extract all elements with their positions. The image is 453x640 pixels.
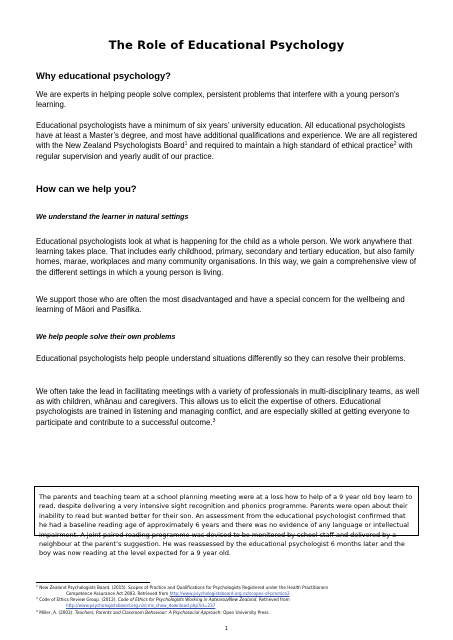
case-example-box: The parents and teaching team at a school planning meeting were at a loss how to help of a 9 year old boy learn to read, despite delivering a very intensive sight recognition and phonics programme. Parents were open about their inability to read but wanted better for their son. An assessment from the educational psychologist confirmed that he had a baseline reading age of approximately 6 years and there was no evidence of any language or intellectual impairment. A joint paired reading programme was devised to be monitored by school staff and delivered by a neighbour at the parent’s suggestion. He was reassessed by the educational psychologist 6 months later and the boy was now reading at the level expected for a 9 year old. <box>34 486 419 536</box>
footnote-ref-2[interactable]: 2 <box>393 141 397 148</box>
heading-how: How can we help you? <box>36 183 137 194</box>
footnote-ref-3[interactable]: 3 <box>212 417 216 424</box>
page-number: 1 <box>224 626 229 632</box>
paragraph-facilitating: We often take the lead in facilitating meetings with a variety of professionals in multi-disciplinary teams, as well as with children, whānau and caregivers. This allows us to elicit the expertise of others. Educational psychologists are trained in listening and managing conflict, and are especially skilled at getting everyone to participate and contribute to a successful outcome.$^3$ <box>36 387 420 427</box>
footnote-1: $^1$ New Zealand Psychologists Board. (2015). Scopes of Practice and Qualifications for Psychologists Registered under the Health Practitioners Competence Assurance Act 2003. Retrieved from http://www.psychologistsboard.org.nz/scopes-of-practice2 <box>36 584 329 597</box>
footnote-3: $^3$ Miller, A. (2003). Teachers, Parents and Classroom Behaviour: A Psychosocial Approach: Open University Press. <box>36 609 270 615</box>
paragraph-understand: Educational psychologists help people understand situations differently so they can resolve their problems. <box>36 354 406 363</box>
footnote-2-link[interactable]: http://www.psychologistsboard.org.nz/cms_show_download.php?id=237 <box>66 603 216 609</box>
paragraph-support: We support those who are often the most disadvantaged and have a special concern for the wellbeing and learning of Māori and Pasifika. <box>36 295 405 315</box>
paragraph-intro: We are experts in helping people solve complex, persistent problems that interfere with a young person’s learning. <box>36 90 400 110</box>
paragraph-whole-person: Educational psychologists look at what is happening for the child as a whole person. We work anywhere that learning takes place. That includes early childhood, primary, secondary and tertiary education, but also family homes, marae, workplaces and many community organisations. In this way, we gain a comprehensive view of the different settings in which a young person is living. <box>36 237 417 277</box>
footnote-1-link[interactable]: http://www.psychologistsboard.org.nz/scopes-of-practice2 <box>169 591 290 597</box>
subheading-natural-settings: We understand the learner in natural settings <box>36 213 189 221</box>
footnote-ref-1[interactable]: 1 <box>184 141 188 148</box>
page-title: The Role of Educational Psychology <box>108 38 345 52</box>
footnote-divider <box>36 582 150 583</box>
paragraph-qualifications: Educational psychologists have a minimum of six years’ university education. All educational psychologists have at least a Master’s degree, and most have additional qualifications and experience. We are all registered with the New Zealand Psychologists Board$^1$ and required to maintain a high standard of ethical practice$^2$ with regular supervision and yearly audit of our practice. <box>36 121 418 161</box>
footnote-2: $^2$ Code of Ethics Review Group. (2012). Code of Ethics for Psychologists Working in Aotearoa/New Zealand. Retrieved from http://www.psychologistsboard.org.nz/cms_show_download.php?id=237 <box>36 596 290 609</box>
subheading-solve-problems: We help people solve their own problems <box>36 333 176 341</box>
heading-why: Why educational psychology? <box>36 70 171 81</box>
